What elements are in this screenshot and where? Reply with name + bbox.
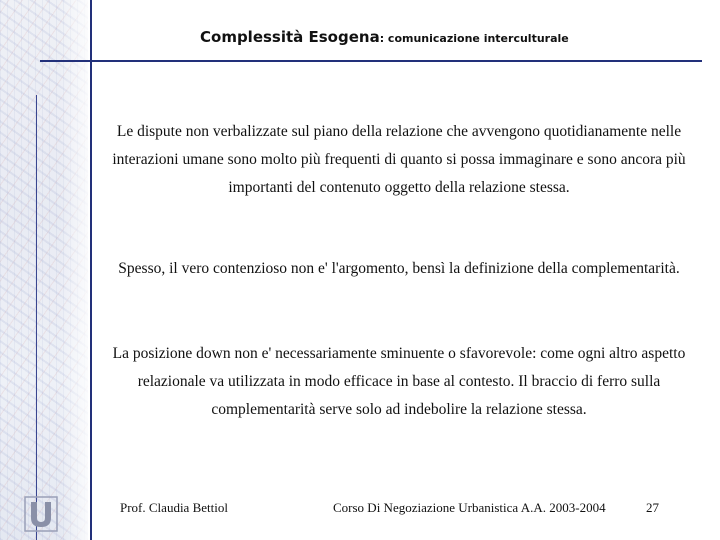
title-underline [40, 60, 702, 62]
thin-vertical-rule [36, 95, 37, 540]
title-subtitle: : comunicazione interculturale [379, 32, 569, 45]
footer-author: Prof. Claudia Bettiol [120, 500, 228, 515]
university-logo-icon [24, 496, 58, 532]
footer-course: Corso Di Negoziazione Urbanistica A.A. 2003-2004 [333, 500, 606, 515]
paragraph-2: Spesso, il vero contenzioso non e' l'argomento, bensì la definizione della complementarità. [118, 260, 680, 277]
slide-title [200, 28, 620, 46]
paragraph-3: La posizione down non e' necessariamente sminuente o sfavorevole: come ogni altro aspetto relazionale va utilizzata in modo efficace in base al contesto. Il braccio di ferro sulla complementarità serve solo ad indebolire la relazione stessa. [112, 345, 686, 418]
paragraph-1: Le dispute non verbalizzate sul piano della relazione che avvengono quotidianamente nelle interazioni umane sono molto più frequenti di quanto si possa immaginare e sono ancora più importanti del contenuto oggetto della relazione stessa. [112, 123, 686, 196]
page-number: 27 [646, 500, 659, 515]
title-main: Complessità Esogena [200, 28, 380, 46]
